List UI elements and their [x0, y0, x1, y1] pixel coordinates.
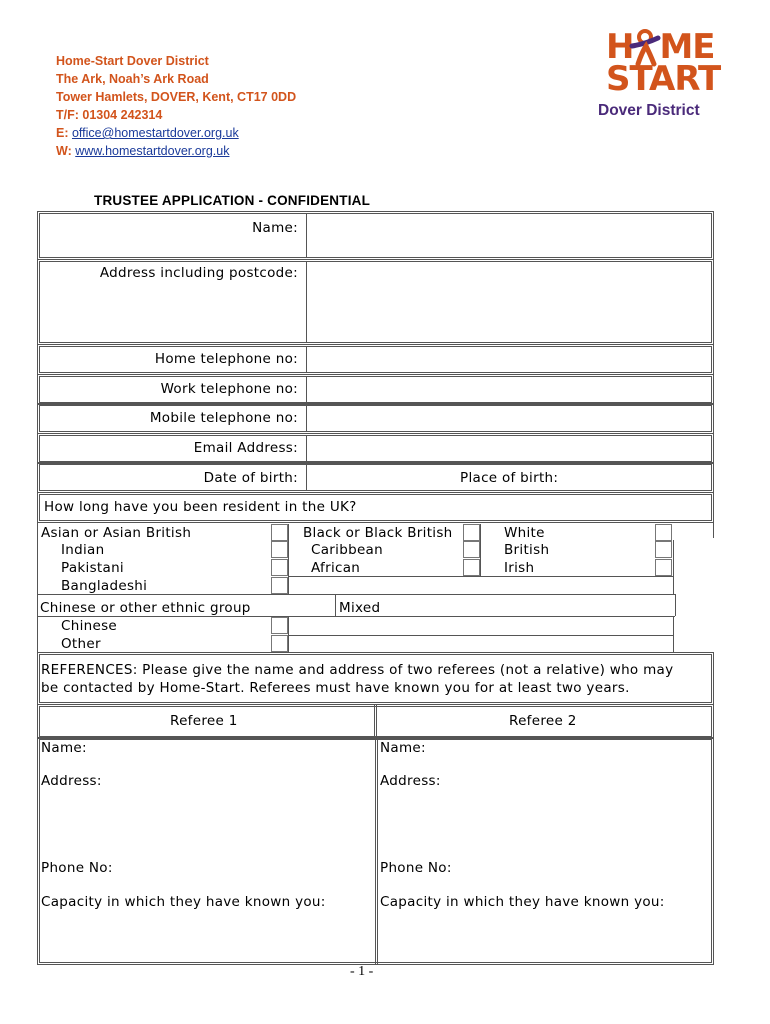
- home-start-logo: [596, 27, 726, 126]
- checkbox-pakistani[interactable]: [271, 559, 288, 576]
- name-input[interactable]: [308, 214, 711, 257]
- ethnicity-asian-heading: Asian or Asian British: [41, 525, 192, 541]
- home-phone-input[interactable]: [308, 347, 711, 372]
- referee-2-capacity-label: Capacity in which they have known you:: [380, 894, 665, 910]
- mobile-phone-label: Mobile telephone no:: [149, 410, 298, 426]
- referee-1-name-label: Name:: [41, 740, 87, 756]
- referee-1-heading: Referee 1: [170, 713, 238, 729]
- address-line-2: Tower Hamlets, DOVER, Kent, CT17 0DD: [56, 90, 297, 104]
- references-intro-box: [37, 652, 714, 705]
- logo-subtitle: Dover District: [598, 102, 700, 119]
- phone: T/F: 01304 242314: [56, 108, 163, 122]
- checkbox-asian[interactable]: [271, 524, 288, 541]
- checkbox-black[interactable]: [463, 524, 480, 541]
- ethnicity-caribbean: Caribbean: [311, 542, 383, 558]
- ethnicity-black-heading: Black or Black British: [303, 525, 453, 541]
- referee-1-capacity-label: Capacity in which they have known you:: [41, 894, 326, 910]
- org-contact-block: [56, 52, 296, 160]
- logo-letters-me: ME: [659, 27, 715, 67]
- residency-label: How long have you been resident in the UK?: [44, 499, 357, 515]
- checkbox-african[interactable]: [463, 559, 480, 576]
- logo-start: START: [606, 59, 721, 99]
- checkbox-caribbean[interactable]: [463, 541, 480, 558]
- referee-2-address-label: Address:: [380, 773, 441, 789]
- address-label: Address including postcode:: [99, 265, 298, 281]
- ethnicity-indian: Indian: [61, 542, 105, 558]
- ethnicity-irish: Irish: [504, 560, 535, 576]
- references-intro-line2: be contacted by Home-Start. Referees must have known you for at least two years.: [41, 680, 630, 696]
- references-intro-line1: REFERENCES: Please give the name and address of two referees (not a relative) who may: [41, 662, 674, 678]
- ethnicity-british: British: [504, 542, 550, 558]
- checkbox-irish[interactable]: [655, 559, 672, 576]
- dob-input[interactable]: [308, 465, 448, 490]
- web-link[interactable]: www.homestartdover.org.uk: [75, 144, 230, 158]
- referee-1-input-area[interactable]: [41, 758, 371, 888]
- address-line-1: The Ark, Noah’s Ark Road: [56, 72, 209, 86]
- email-input[interactable]: [308, 436, 711, 461]
- checkbox-other[interactable]: [271, 635, 288, 652]
- pob-label: Place of birth:: [460, 470, 559, 486]
- dob-label: Date of birth:: [203, 470, 298, 486]
- checkbox-british[interactable]: [655, 541, 672, 558]
- ethnicity-other: Other: [61, 636, 101, 652]
- referee-2-name-label: Name:: [380, 740, 426, 756]
- ethnicity-mixed-heading: Mixed: [339, 600, 381, 616]
- org-name: Home-Start Dover District: [56, 54, 209, 68]
- pob-input[interactable]: [566, 465, 711, 490]
- work-phone-input[interactable]: [308, 377, 711, 402]
- referee-2-input-area[interactable]: [380, 758, 710, 888]
- logo-letter-h: H: [606, 27, 634, 67]
- checkbox-chinese[interactable]: [271, 617, 288, 634]
- checkbox-indian[interactable]: [271, 541, 288, 558]
- name-label: Name:: [252, 220, 298, 236]
- referee-2-heading: Referee 2: [509, 713, 577, 729]
- ethnicity-white-heading: White: [504, 525, 545, 541]
- ethnicity-bangladeshi: Bangladeshi: [61, 578, 148, 594]
- page-number: - 1 -: [350, 964, 374, 979]
- ethnicity-chinese: Chinese: [61, 618, 118, 634]
- ethnicity-pakistani: Pakistani: [61, 560, 124, 576]
- home-phone-label: Home telephone no:: [154, 351, 298, 367]
- form-title: TRUSTEE APPLICATION - CONFIDENTIAL: [94, 193, 371, 208]
- ethnicity-african: African: [311, 560, 361, 576]
- address-input[interactable]: [308, 262, 711, 342]
- referee-1-phone-label: Phone No:: [41, 860, 113, 876]
- checkbox-white[interactable]: [655, 524, 672, 541]
- referee-1-address-label: Address:: [41, 773, 102, 789]
- checkbox-bangladeshi[interactable]: [271, 577, 288, 594]
- web-label: W:: [56, 144, 72, 158]
- mobile-phone-input[interactable]: [308, 406, 711, 431]
- email-label-field: Email Address:: [193, 440, 298, 456]
- email-label: E:: [56, 126, 69, 140]
- work-phone-label: Work telephone no:: [160, 381, 298, 397]
- email-link[interactable]: office@homestartdover.org.uk: [71, 126, 239, 140]
- referee-2-phone-label: Phone No:: [380, 860, 452, 876]
- ethnicity-chinese-heading: Chinese or other ethnic group: [40, 600, 251, 616]
